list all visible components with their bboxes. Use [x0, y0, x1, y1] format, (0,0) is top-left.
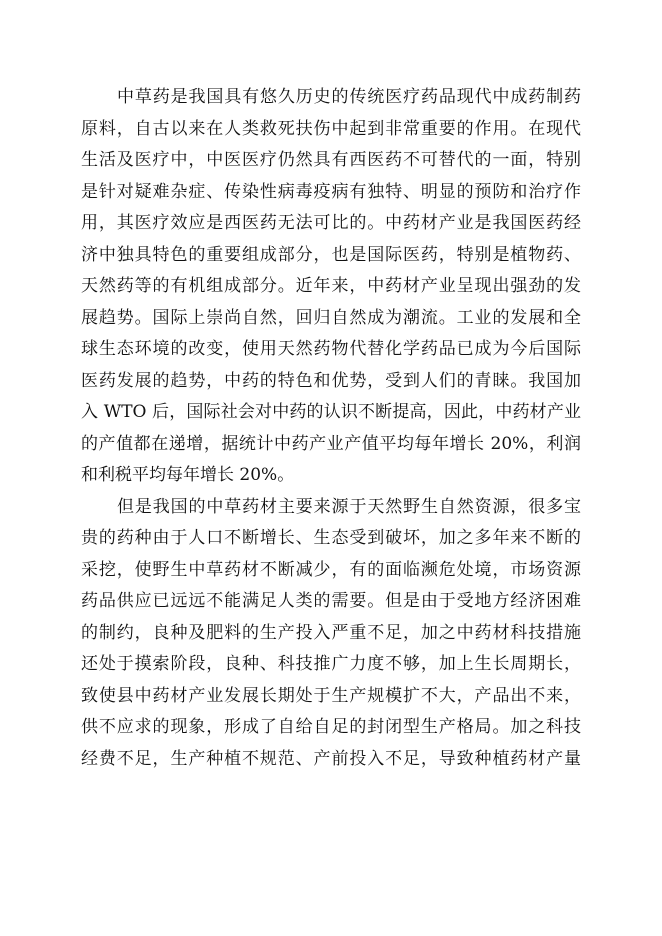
- paragraph-line: 展趋势。国际上崇尚自然，回归自然成为潮流。工业的发展和全: [81, 307, 581, 328]
- paragraph-line: 医药发展的趋势，中药的特色和优势，受到人们的青睐。我国加: [81, 370, 581, 391]
- paragraph-line: 采挖，使野生中草药材不断减少，有的面临濒危处境，市场资源: [81, 559, 581, 580]
- paragraph-line: 是针对疑难杂症、传染性病毒疫病有独特、明显的预防和治疗作: [81, 181, 581, 202]
- paragraph-line: 致使县中药材产业发展长期处于生产规模扩不大，产品出不来，: [81, 685, 581, 706]
- paragraph-line: 的制约，良种及肥料的生产投入严重不足，加之中药材科技措施: [81, 622, 581, 643]
- paragraph-line: 球生态环境的改变，使用天然药物代替化学药品已成为今后国际: [81, 339, 581, 359]
- paragraph-line: 的产值都在递增，据统计中药产业产值平均每年增长 20%，利润: [81, 433, 581, 454]
- paragraph-line: 入 WTO 后，国际社会对中药的认识不断提高，因此，中药材产业: [81, 402, 581, 422]
- paragraph-line: 供不应求的现象，形成了自给自足的封闭型生产格局。加之科技: [81, 717, 581, 737]
- paragraph-line: 天然药等的有机组成部分。近年来，中药材产业呈现出强劲的发: [81, 276, 581, 296]
- paragraph-line: 济中独具特色的重要组成部分，也是国际医药，特别是植物药、: [81, 244, 581, 265]
- paragraph-line: 但是我国的中草药材主要来源于天然野生自然资源，很多宝: [117, 496, 581, 517]
- paragraph-line: 贵的药种由于人口不断增长、生态受到破坏，加之多年来不断的: [81, 528, 581, 548]
- paragraph-2: [81, 492, 581, 776]
- document-body: [81, 82, 581, 775]
- paragraph-line: 原料，自古以来在人类救死扶伤中起到非常重要的作用。在现代: [81, 118, 581, 139]
- paragraph-1: [81, 82, 581, 492]
- paragraph-line: 中草药是我国具有悠久历史的传统医疗药品现代中成药制药: [117, 87, 581, 107]
- paragraph-line: 经费不足，生产种植不规范、产前投入不足，导致种植药材产量: [81, 748, 581, 769]
- paragraph-line: 药品供应已远远不能满足人类的需要。但是由于受地方经济困难: [81, 591, 581, 611]
- paragraph-line: 和利税平均每年增长 20%。: [81, 465, 295, 485]
- paragraph-line: 生活及医疗中，中医医疗仍然具有西医药不可替代的一面，特别: [81, 150, 581, 170]
- paragraph-line: 还处于摸索阶段，良种、科技推广力度不够，加上生长周期长，: [81, 654, 581, 674]
- paragraph-line: 用，其医疗效应是西医药无法可比的。中药材产业是我国医药经: [81, 213, 581, 233]
